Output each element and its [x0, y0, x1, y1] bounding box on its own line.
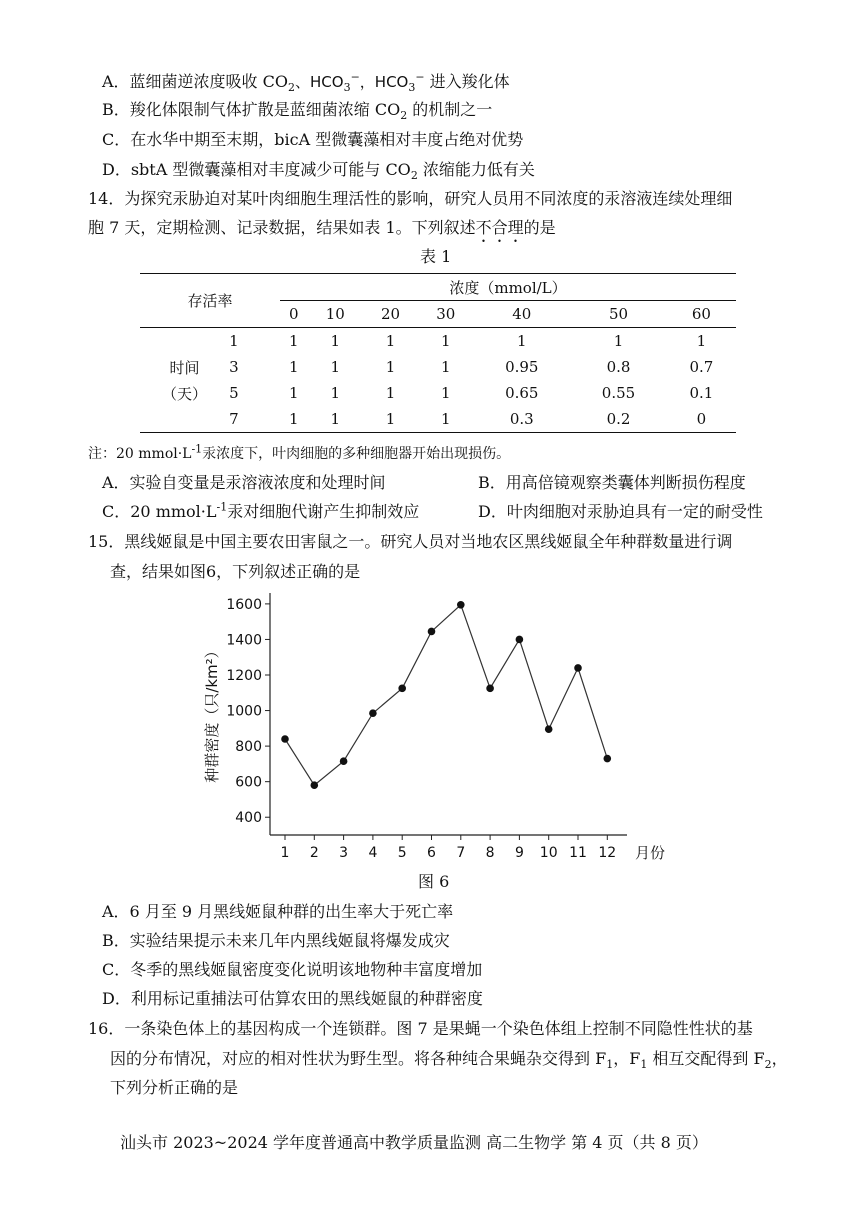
- time-label-empty: [140, 406, 229, 433]
- survival-cell: 1: [441, 410, 451, 428]
- x-tick-label: 9: [514, 845, 524, 861]
- survival-cell: 1: [517, 332, 527, 350]
- data-point: [311, 781, 319, 789]
- q14-stem-line2: 胞 7 天，定期检测、记录数据，结果如表 1。下列叙述不合理的是: [88, 218, 556, 237]
- survival-cell: 1: [441, 358, 451, 376]
- q14-option-b: B．用高倍镜观察类囊体判断损伤程度: [478, 473, 746, 492]
- page-footer: 汕头市 2023~2024 学年度普通高中教学质量监测 高二生物学 第 4 页（共 8 页）: [120, 1133, 708, 1152]
- concentration-header: 10: [325, 305, 345, 323]
- q15-stem-line2: 查，结果如图6，下列叙述正确的是: [110, 562, 361, 581]
- data-point: [574, 664, 582, 672]
- day-cell: 3: [229, 358, 239, 376]
- table-note: 注：20 $mmol\cdot L^{-1}$汞浓度下，叶肉细胞的多种细胞器开始出现损伤。: [88, 442, 511, 462]
- y-tick-label: 800: [235, 739, 262, 756]
- series-line: [285, 605, 607, 785]
- y-tick-label: 1200: [226, 668, 262, 684]
- data-point: [428, 628, 436, 636]
- x-axis-label: 月份: [635, 844, 666, 862]
- q13-option-b: B．羧化体限制气体扩散是蓝细菌浓缩 $CO_2$ 的机制之一: [102, 100, 493, 123]
- survival-cell: 1: [385, 332, 396, 350]
- q14-stem-line1: 14．为探究汞胁迫对某叶肉细胞生理活性的影响，研究人员用不同浓度的汞溶液连续处理细: [88, 189, 733, 208]
- survival-cell: 0.2: [606, 410, 631, 428]
- table-row: [140, 406, 736, 433]
- survival-cell: 1: [441, 332, 451, 350]
- y-tick-label: 1600: [226, 596, 262, 613]
- data-point: [340, 757, 348, 765]
- day-cell: 1: [229, 332, 239, 350]
- q14-option-d: D．叶肉细胞对汞胁迫具有一定的耐受性: [478, 502, 763, 521]
- x-tick-label: 6: [427, 845, 436, 861]
- y-tick-label: 1400: [226, 632, 262, 649]
- x-tick-label: 1: [280, 845, 290, 861]
- q15-option-c: C．冬季的黑线姬鼠密度变化说明该地物种丰富度增加: [102, 960, 483, 979]
- table-title: 表 1: [420, 247, 452, 266]
- time-label-empty: [140, 328, 229, 355]
- survival-cell: 0.55: [601, 384, 636, 402]
- y-axis-label: 种群密度（只/km²）: [203, 643, 221, 783]
- data-point: [516, 636, 524, 644]
- table-row: [140, 380, 736, 406]
- concentration-header: 30: [436, 305, 456, 323]
- survival-cell: 0.8: [606, 358, 631, 376]
- q15-stem-line1: 15．黑线姬鼠是中国主要农田害鼠之一。研究人员对当地农区黑线姬鼠全年种群数量进行调: [88, 532, 733, 551]
- concentration-header: 0: [289, 305, 299, 323]
- y-tick-label: 1000: [226, 703, 262, 720]
- time-label: 时间: [169, 358, 200, 377]
- table-row: [140, 328, 736, 355]
- survival-cell: 1: [289, 410, 299, 428]
- x-tick-label: 12: [598, 845, 617, 861]
- day-cell: 7: [229, 410, 239, 428]
- concentration-header: 20: [380, 305, 401, 323]
- concentration-header: 50: [608, 305, 629, 323]
- x-tick-label: 2: [309, 845, 319, 861]
- data-point: [457, 601, 465, 609]
- survival-cell: 0.65: [505, 384, 539, 402]
- survival-cell: 1: [696, 332, 707, 350]
- q13-option-d: D．sbtA 型微囊藻相对丰度减少可能与 $CO_2$ 浓缩能力低有关: [102, 160, 535, 183]
- q13-option-a: A．蓝细菌逆浓度吸收 $CO_2$、$HCO_3^-$，$HCO_3^-$ 进入羧化体: [102, 70, 510, 95]
- data-point: [545, 725, 553, 733]
- q16-stem-line3: 下列分析正确的是: [110, 1078, 239, 1097]
- row-header: 存活率: [187, 292, 233, 310]
- survival-cell: 0.1: [689, 384, 714, 402]
- q15-option-b: B．实验结果提示未来几年内黑线姬鼠将爆发成灾: [102, 931, 450, 950]
- survival-cell: 1: [613, 332, 624, 350]
- day-cell: 5: [229, 384, 239, 402]
- survival-cell: 0.95: [505, 358, 539, 376]
- population-density-chart: [195, 588, 685, 868]
- survival-cell: 0.3: [509, 410, 534, 428]
- survival-cell: 1: [330, 332, 341, 350]
- y-tick-label: 600: [235, 774, 262, 791]
- emphasis-text: 不合理: [475, 218, 524, 237]
- x-tick-label: 10: [539, 845, 558, 861]
- survival-cell: 1: [289, 358, 299, 376]
- x-tick-label: 8: [485, 845, 495, 861]
- x-tick-label: 3: [339, 845, 349, 861]
- x-tick-label: 7: [456, 845, 466, 861]
- table-row: [140, 354, 736, 380]
- y-tick-label: 400: [235, 810, 262, 827]
- data-point: [281, 735, 289, 743]
- survival-cell: 1: [385, 358, 396, 376]
- concentration-header: 40: [512, 305, 532, 323]
- survival-cell: 1: [385, 384, 396, 402]
- column-group-header: 浓度（mmol/L）: [280, 274, 736, 301]
- survival-table: [140, 273, 736, 433]
- x-tick-label: 4: [368, 845, 378, 861]
- survival-cell: 1: [330, 410, 341, 428]
- data-point: [369, 709, 377, 717]
- survival-cell: 1: [330, 358, 341, 376]
- q16-stem-line2: 因的分布情况，对应的相对性状为野生型。将各种纯合果蝇杂交得到 $F_1$，$F_1$ 相互交配得到 $F_2$，: [110, 1049, 788, 1072]
- survival-cell: 0: [696, 410, 707, 428]
- data-point: [486, 685, 494, 693]
- survival-cell: 1: [289, 332, 299, 350]
- data-point: [604, 755, 612, 763]
- concentration-header: 60: [691, 305, 711, 323]
- q13-option-c: C．在水华中期至末期，bicA 型微囊藻相对丰度占绝对优势: [102, 130, 524, 149]
- survival-cell: 1: [330, 384, 341, 402]
- q14-option-a: A．实验自变量是汞溶液浓度和处理时间: [102, 473, 386, 492]
- time-label: （天）: [162, 384, 208, 403]
- survival-cell: 1: [289, 384, 299, 402]
- figure-label: 图 6: [418, 872, 450, 891]
- survival-cell: 1: [441, 384, 451, 402]
- survival-cell: 0.7: [689, 358, 714, 376]
- x-tick-label: 11: [569, 845, 587, 861]
- x-tick-label: 5: [397, 845, 407, 861]
- q15-option-d: D．利用标记重捕法可估算农田的黑线姬鼠的种群密度: [102, 989, 483, 1008]
- data-point: [398, 685, 406, 693]
- q16-stem-line1: 16．一条染色体上的基因构成一个连锁群。图 7 是果蝇一个染色体组上控制不同隐性性状的基: [88, 1019, 753, 1038]
- q14-option-c: C．20 $mmol\cdot L^{-1}$汞对细胞代谢产生抑制效应: [102, 500, 420, 521]
- q15-option-a: A．6 月至 9 月黑线姬鼠种群的出生率大于死亡率: [102, 902, 454, 921]
- survival-cell: 1: [385, 410, 396, 428]
